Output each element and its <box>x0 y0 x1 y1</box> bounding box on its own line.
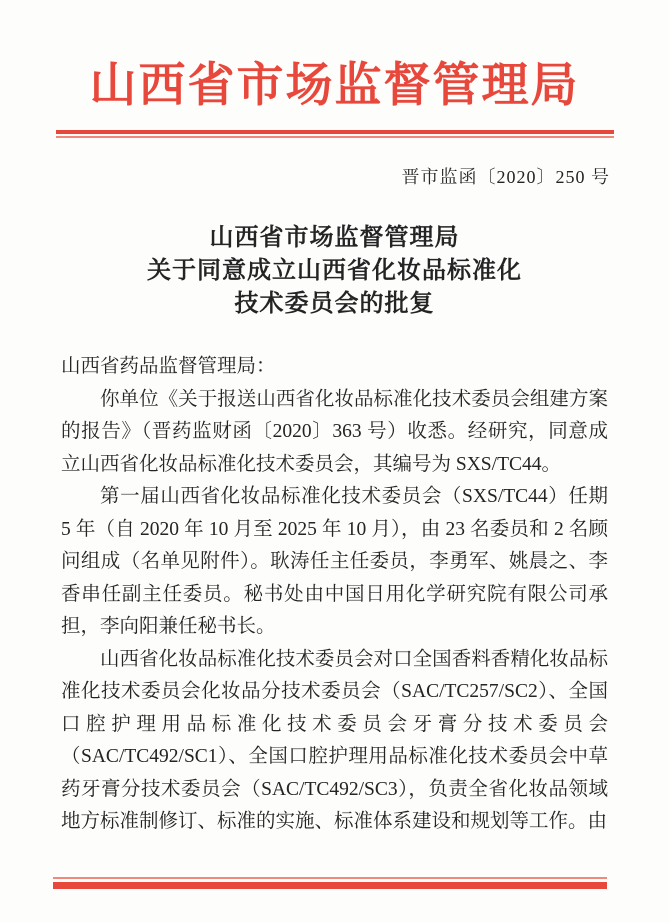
document-title <box>0 222 669 321</box>
header-rule <box>56 130 614 138</box>
document-title-line-1: 山西省市场监督管理局 <box>209 225 460 251</box>
footer-rule-thick-line <box>53 882 607 889</box>
document-body <box>61 351 608 839</box>
footer-rule <box>53 877 607 889</box>
document-title-line-2: 关于同意成立山西省化妆品标准化 <box>147 258 522 284</box>
header-rule-thin-line <box>56 136 614 138</box>
body-paragraph-2: 第一届山西省化妆品标准化技术委员会（SXS/TC44）任期 5 年（自 2020 年 10 月至 2025 年 10 月），由 23 名委员和 2 名顾问组成（名单见附件）。耿涛任主任委员，李勇军、姚晨之、李香串任副主任委员。秘书处由中国日用化学研究院有限公司承担，李向阳兼任秘书长。 <box>61 486 608 637</box>
document-number: 晋市监函〔2020〕250 号 <box>401 167 610 187</box>
agency-letterhead: 山西省市场监督管理局 <box>89 60 580 112</box>
body-paragraph-1: 你单位《关于报送山西省化妆品标准化技术委员会组建方案的报告》（晋药监财函〔2020〕363 号）收悉。经研究，同意成立山西省化妆品标准化技术委员会，其编号为 SXS/TC44。 <box>61 388 608 475</box>
body-paragraph-3: 山西省化妆品标准化技术委员会对口全国香料香精化妆品标准化技术委员会化妆品分技术委员会（SAC/TC257/SC2）、全国口腔护理用品标准化技术委员会牙膏分技术委员会（SAC/TC492/SC1）、全国口腔护理用品标准化技术委员会中草药牙膏分技术委员会（SAC/TC492/SC3），负责全省化妆品领域地方标准制修订、标准的实施、标准体系建设和规划等工作。由 <box>61 648 608 832</box>
document-title-line-3: 技术委员会的批复 <box>234 291 435 317</box>
salutation: 山西省药品监督管理局： <box>61 356 276 377</box>
